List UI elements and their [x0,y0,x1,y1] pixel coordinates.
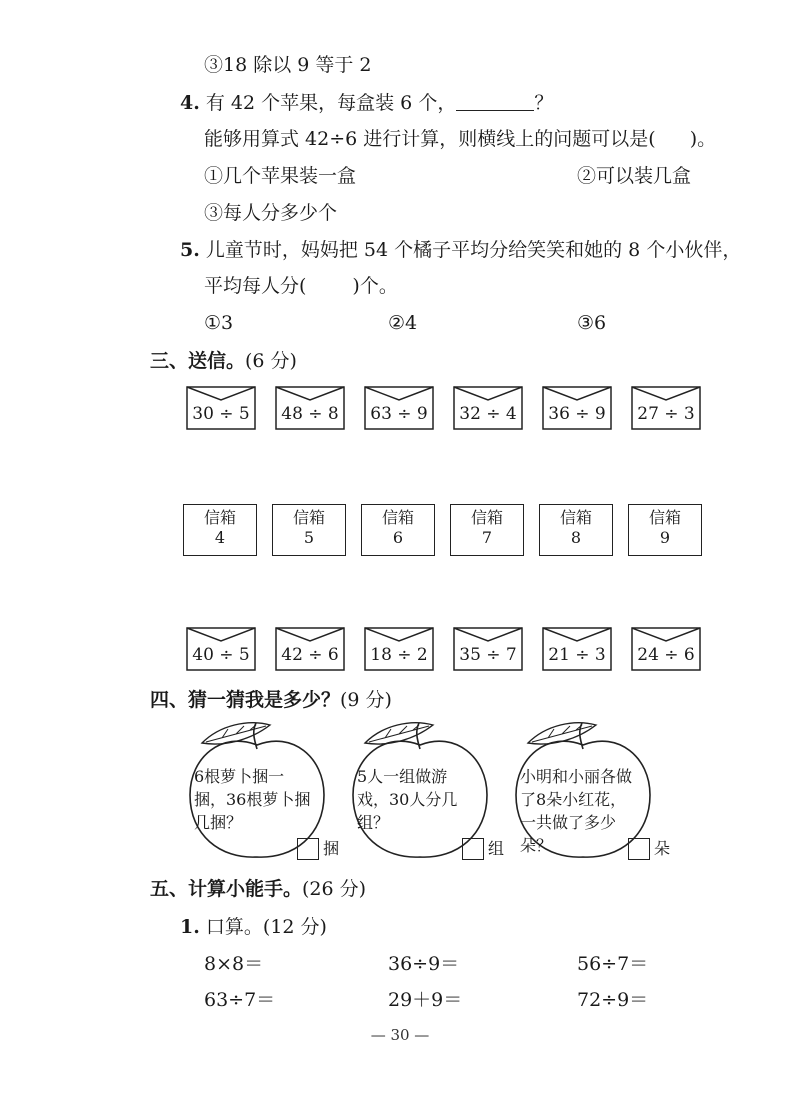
section-5-score: (26 分) [302,878,367,900]
envelope[interactable] [631,386,701,430]
envelope[interactable] [453,386,523,430]
calc-item[interactable]: 29＋9＝ [388,989,463,1011]
envelope[interactable] [275,627,345,671]
envelope-expression: 21 ÷ 3 [548,645,606,665]
envelope-expression: 27 ÷ 3 [637,404,695,424]
envelope-expression: 35 ÷ 7 [459,645,517,665]
question-5-line2-a: 平均每人分( [204,275,307,297]
apple-question: 6根萝卜捆一捆，36根萝卜捆几捆？ [194,767,311,832]
question-5-option-3: ③6 [577,312,607,334]
section-5-heading [150,877,366,901]
question-4-blank[interactable] [456,92,534,111]
question-4-option-2: ②可以装几盒 [577,165,692,187]
question-5-stem-text: 儿童节时，妈妈把 54 个橘子平均分给笑笑和她的 8 个小伙伴， [205,239,742,261]
envelope[interactable] [364,386,434,430]
mailbox-number: 4 [214,528,226,547]
question-4-option-1: ①几个苹果装一盒 [204,165,357,187]
calc-item[interactable]: 72÷9＝ [577,989,649,1011]
calc-item[interactable]: 63÷7＝ [204,989,276,1011]
mailbox[interactable] [361,504,435,556]
mailbox[interactable] [539,504,613,556]
mailbox-number: 5 [303,528,315,547]
mailbox[interactable] [628,504,702,556]
mailbox-label: 信箱 [381,508,414,527]
mailbox[interactable] [183,504,257,556]
question-4-line2-text: 能够用算式 42÷6 进行计算，则横线上的问题可以是( [204,128,656,150]
page-number: — 30 — [370,1026,430,1044]
envelope[interactable] [542,386,612,430]
section-5-title: 五、计算小能手。 [150,878,303,900]
question-5-option-2: ②4 [388,312,418,334]
envelope-expression: 63 ÷ 9 [370,404,428,424]
sub-question-1-title: 口算。 [205,916,263,938]
answer-unit: 朵 [654,839,671,858]
envelope[interactable] [364,627,434,671]
envelope[interactable] [453,627,523,671]
sub-question-1-number: 1. [180,916,200,938]
sub-question-1 [180,915,327,939]
envelope[interactable] [631,627,701,671]
envelope[interactable] [186,627,256,671]
envelope-expression: 32 ÷ 4 [459,404,517,424]
mailbox[interactable] [272,504,346,556]
question-5-line2-b: )个。 [352,275,398,297]
mailbox-label: 信箱 [292,508,325,527]
answer-unit: 捆 [323,839,340,858]
section-3-title: 三、送信。 [150,350,246,372]
answer-box[interactable] [628,838,650,860]
mailbox-number: 6 [392,528,404,547]
question-4-line2 [204,127,716,151]
mailbox-number: 9 [659,528,671,547]
envelope[interactable] [542,627,612,671]
calc-item[interactable]: 36÷9＝ [388,953,460,975]
section-4-score: (9 分) [340,689,392,711]
calc-item[interactable]: 56÷7＝ [577,953,649,975]
section-4-heading [150,688,392,712]
mailbox-number: 7 [481,528,493,547]
section-4-title: 四、猜一猜我是多少？ [150,689,341,711]
question-4-stem [180,91,553,115]
question-4-stem-b: ？ [534,92,554,114]
mailbox-label: 信箱 [203,508,236,527]
question-4-line2-end: )。 [689,128,717,150]
calc-item[interactable]: 8×8＝ [204,953,264,975]
answer-box[interactable] [462,838,484,860]
question-4-stem-a: 有 42 个苹果，每盒装 6 个， [205,92,457,114]
mailbox-label: 信箱 [470,508,503,527]
question-4-number: 4. [180,92,200,114]
question-5-option-1: ①3 [204,312,234,334]
section-3-heading [150,349,297,373]
envelope-expression: 18 ÷ 2 [370,645,428,665]
question-5-number: 5. [180,239,200,261]
question-4-option-3: ③每人分多少个 [204,202,338,224]
mailbox-number: 8 [570,528,582,547]
envelope-expression: 36 ÷ 9 [548,404,606,424]
envelope-expression: 24 ÷ 6 [637,645,695,665]
envelope-expression: 30 ÷ 5 [192,404,250,424]
envelope-expression: 48 ÷ 8 [281,404,339,424]
envelope[interactable] [186,386,256,430]
question-5-line2 [204,274,398,298]
envelope-expression: 40 ÷ 5 [192,645,250,665]
envelope-expression: 42 ÷ 6 [281,645,339,665]
answer-box[interactable] [297,838,319,860]
mailbox-label: 信箱 [648,508,681,527]
section-3-score: (6 分) [245,350,297,372]
mailbox[interactable] [450,504,524,556]
sub-question-1-score: (12 分) [262,916,327,938]
answer-unit: 组 [488,839,505,858]
mailbox-label: 信箱 [559,508,592,527]
q3-option-3: ③18 除以 9 等于 2 [204,54,372,76]
envelope[interactable] [275,386,345,430]
question-5-stem [180,238,741,262]
apple-question: 小明和小丽各做了8朵小红花，一共做了多少朵？ [520,767,633,855]
apple-question: 5人一组做游戏，30人分几组？ [357,767,458,832]
